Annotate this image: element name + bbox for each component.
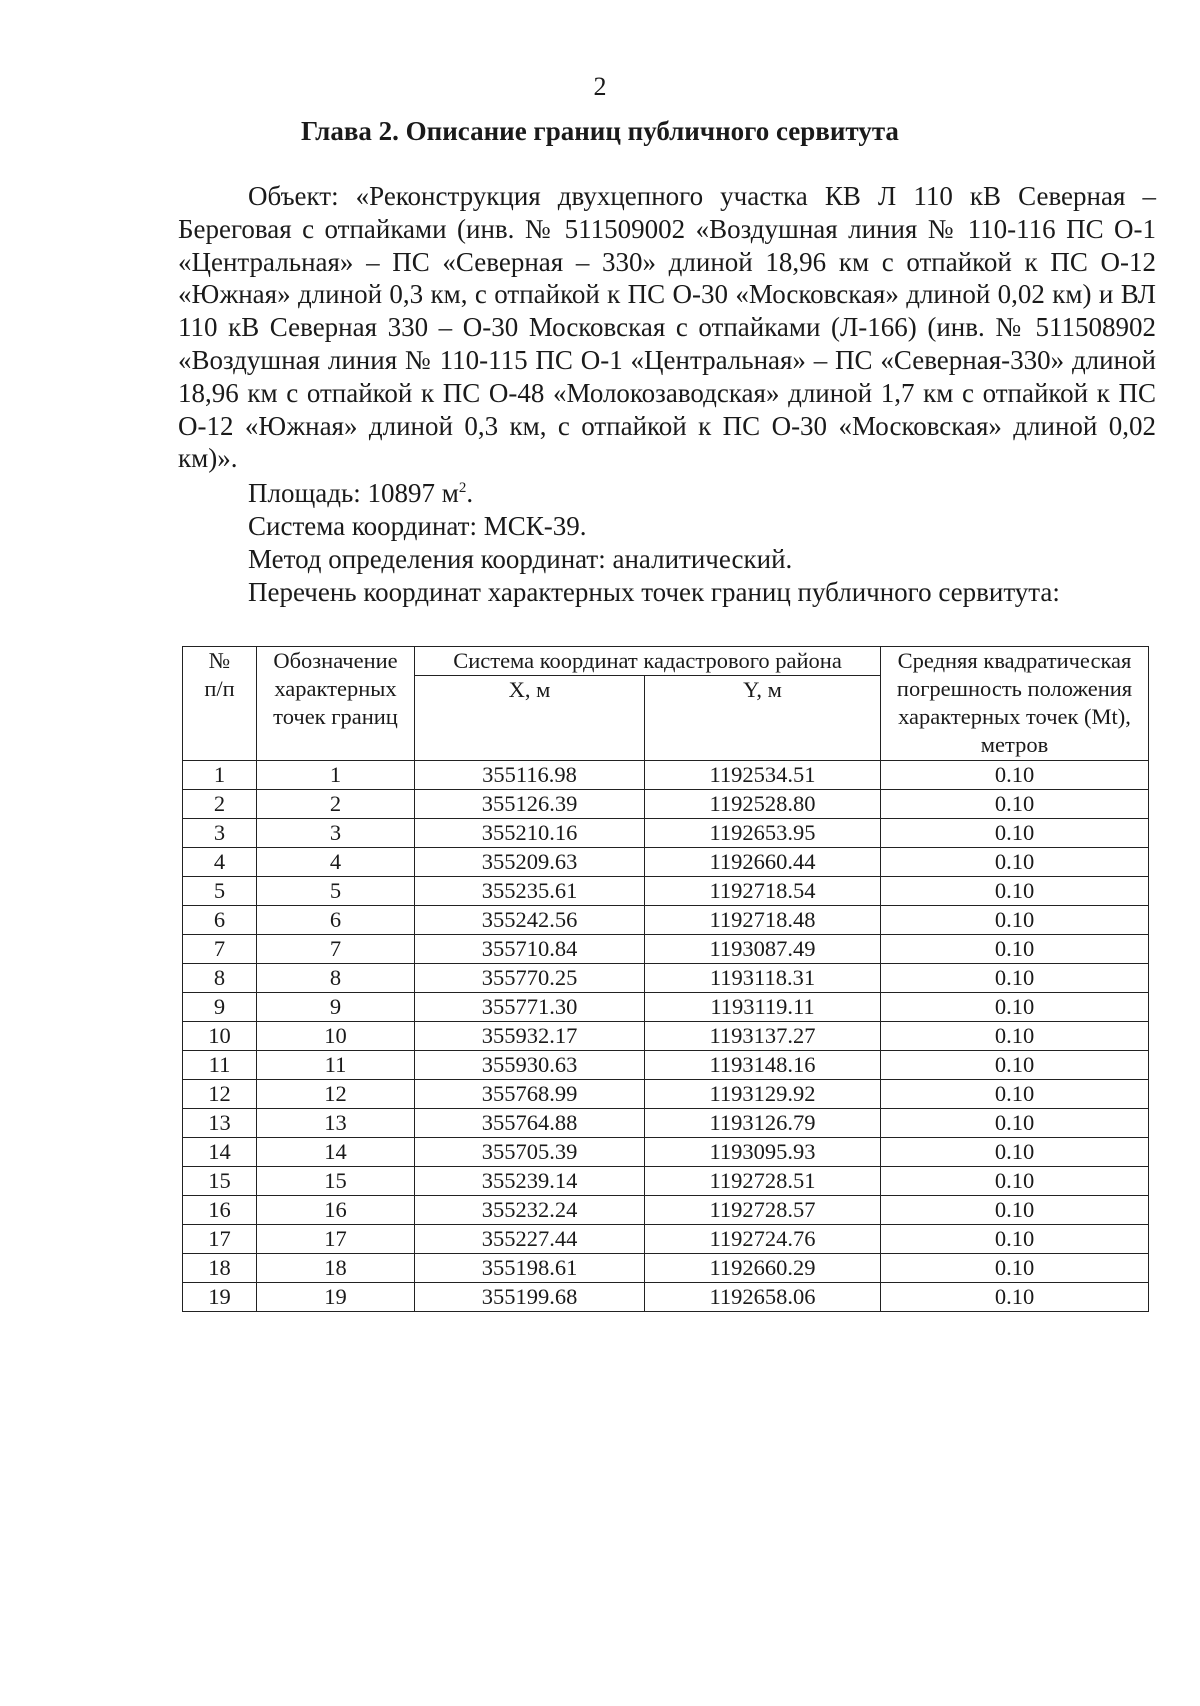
y-coordinate-cell: 1193118.31 <box>645 964 881 993</box>
y-coordinate-cell: 1192718.48 <box>645 906 881 935</box>
y-coordinate-cell: 1193087.49 <box>645 935 881 964</box>
row-number-cell: 3 <box>183 819 257 848</box>
x-coordinate-cell: 355764.88 <box>415 1109 645 1138</box>
row-number-cell: 9 <box>183 993 257 1022</box>
method-line: Метод определения координат: аналитический. <box>248 543 793 574</box>
y-coordinate-cell: 1192724.76 <box>645 1225 881 1254</box>
row-number-cell: 2 <box>183 790 257 819</box>
document-body <box>178 180 1156 608</box>
header-y: Y, м <box>645 676 881 761</box>
table-row <box>183 1109 1149 1138</box>
point-designation-cell: 17 <box>257 1225 415 1254</box>
x-coordinate-cell: 355768.99 <box>415 1080 645 1109</box>
area-line <box>178 477 1156 510</box>
row-number-cell: 19 <box>183 1283 257 1312</box>
error-cell: 0.10 <box>881 1283 1149 1312</box>
y-coordinate-cell: 1192660.29 <box>645 1254 881 1283</box>
x-coordinate-cell: 355932.17 <box>415 1022 645 1051</box>
point-designation-cell: 11 <box>257 1051 415 1080</box>
y-coordinate-cell: 1193126.79 <box>645 1109 881 1138</box>
table-body <box>183 761 1149 1312</box>
table-row <box>183 964 1149 993</box>
point-designation-cell: 6 <box>257 906 415 935</box>
x-coordinate-cell: 355198.61 <box>415 1254 645 1283</box>
error-cell: 0.10 <box>881 1022 1149 1051</box>
error-cell: 0.10 <box>881 935 1149 964</box>
header-designation-line2: характерных <box>274 676 397 701</box>
y-coordinate-cell: 1193129.92 <box>645 1080 881 1109</box>
y-coordinate-cell: 1192534.51 <box>645 761 881 790</box>
header-num-line2: п/п <box>204 676 235 701</box>
error-cell: 0.10 <box>881 1254 1149 1283</box>
point-designation-cell: 3 <box>257 819 415 848</box>
header-num <box>183 647 257 761</box>
table-row <box>183 1022 1149 1051</box>
table-row <box>183 1254 1149 1283</box>
row-number-cell: 1 <box>183 761 257 790</box>
x-coordinate-cell: 355705.39 <box>415 1138 645 1167</box>
point-designation-cell: 14 <box>257 1138 415 1167</box>
header-x: X, м <box>415 676 645 761</box>
x-coordinate-cell: 355770.25 <box>415 964 645 993</box>
table-row <box>183 1138 1149 1167</box>
x-coordinate-cell: 355710.84 <box>415 935 645 964</box>
row-number-cell: 7 <box>183 935 257 964</box>
table-row <box>183 761 1149 790</box>
row-number-cell: 17 <box>183 1225 257 1254</box>
row-number-cell: 4 <box>183 848 257 877</box>
point-designation-cell: 8 <box>257 964 415 993</box>
header-designation-line1: Обозначение <box>273 648 398 673</box>
header-system: Система координат кадастрового района <box>415 647 881 676</box>
error-cell: 0.10 <box>881 1196 1149 1225</box>
area-superscript: 2 <box>458 480 467 497</box>
error-cell: 0.10 <box>881 761 1149 790</box>
table-row <box>183 1283 1149 1312</box>
row-number-cell: 8 <box>183 964 257 993</box>
x-coordinate-cell: 355239.14 <box>415 1167 645 1196</box>
table-row <box>183 1196 1149 1225</box>
y-coordinate-cell: 1192718.54 <box>645 877 881 906</box>
list-intro-line: Перечень координат характерных точек границ публичного сервитута: <box>248 576 1060 607</box>
table-row <box>183 1080 1149 1109</box>
row-number-cell: 16 <box>183 1196 257 1225</box>
header-error-line4: метров <box>980 732 1049 757</box>
y-coordinate-cell: 1192653.95 <box>645 819 881 848</box>
x-coordinate-cell: 355771.30 <box>415 993 645 1022</box>
table-row <box>183 993 1149 1022</box>
table-row <box>183 1167 1149 1196</box>
page-number: 2 <box>593 72 607 101</box>
header-designation <box>257 647 415 761</box>
row-number-cell: 6 <box>183 906 257 935</box>
point-designation-cell: 16 <box>257 1196 415 1225</box>
point-designation-cell: 12 <box>257 1080 415 1109</box>
error-cell: 0.10 <box>881 1138 1149 1167</box>
error-cell: 0.10 <box>881 819 1149 848</box>
point-designation-cell: 9 <box>257 993 415 1022</box>
object-description: Объект: «Реконструкция двухцепного участка КВ Л 110 кВ Северная – Береговая с отпайками (инв. № 511509002 «Воздушная линия № 110-116 ПС О-1 «Центральная» – ПС «Северная – 330» длиной 18,96 км с отпайкой к ПС О-12 «Южная» длиной 0,3 км, с отпайкой к ПС О-30 «Московская» длиной 0,02 км) и ВЛ 110 кВ Северная 330 – О-30 Московская с отпайками (Л-166) (инв. № 511508902 «Воздушная линия № 110-115 ПС О-1 «Центральная» – ПС «Северная-330» длиной 18,96 км с отпайкой к ПС О-48 «Молокозаводская» длиной 1,7 км с отпайкой к ПС О-12 «Южная» длиной 0,3 км, с отпайкой к ПС О-30 «Московская» длиной 0,02 км)». <box>178 181 1156 474</box>
header-error-line2: погрешность положения <box>896 676 1133 701</box>
y-coordinate-cell: 1192728.51 <box>645 1167 881 1196</box>
error-cell: 0.10 <box>881 906 1149 935</box>
row-number-cell: 13 <box>183 1109 257 1138</box>
x-coordinate-cell: 355209.63 <box>415 848 645 877</box>
coordinates-table <box>182 646 1149 1312</box>
y-coordinate-cell: 1192528.80 <box>645 790 881 819</box>
point-designation-cell: 18 <box>257 1254 415 1283</box>
x-coordinate-cell: 355116.98 <box>415 761 645 790</box>
coordinate-system-line: Система координат: МСК-39. <box>248 510 587 541</box>
row-number-cell: 12 <box>183 1080 257 1109</box>
x-coordinate-cell: 355242.56 <box>415 906 645 935</box>
point-designation-cell: 13 <box>257 1109 415 1138</box>
header-error-line3: характерных точек (Mt), <box>898 704 1131 729</box>
point-designation-cell: 10 <box>257 1022 415 1051</box>
x-coordinate-cell: 355232.24 <box>415 1196 645 1225</box>
row-number-cell: 15 <box>183 1167 257 1196</box>
row-number-cell: 18 <box>183 1254 257 1283</box>
row-number-cell: 11 <box>183 1051 257 1080</box>
point-designation-cell: 7 <box>257 935 415 964</box>
point-designation-cell: 15 <box>257 1167 415 1196</box>
row-number-cell: 14 <box>183 1138 257 1167</box>
table-row <box>183 877 1149 906</box>
error-cell: 0.10 <box>881 848 1149 877</box>
point-designation-cell: 1 <box>257 761 415 790</box>
y-coordinate-cell: 1193137.27 <box>645 1022 881 1051</box>
error-cell: 0.10 <box>881 1051 1149 1080</box>
point-designation-cell: 4 <box>257 848 415 877</box>
point-designation-cell: 19 <box>257 1283 415 1312</box>
error-cell: 0.10 <box>881 1109 1149 1138</box>
header-num-line1: № <box>208 648 231 673</box>
table-row <box>183 790 1149 819</box>
error-cell: 0.10 <box>881 790 1149 819</box>
error-cell: 0.10 <box>881 1225 1149 1254</box>
table-header-row <box>183 647 1149 676</box>
header-designation-line3: точек границ <box>273 704 398 729</box>
x-coordinate-cell: 355126.39 <box>415 790 645 819</box>
area-label: Площадь: 10897 м <box>248 478 459 509</box>
row-number-cell: 5 <box>183 877 257 906</box>
y-coordinate-cell: 1193148.16 <box>645 1051 881 1080</box>
x-coordinate-cell: 355199.68 <box>415 1283 645 1312</box>
y-coordinate-cell: 1192658.06 <box>645 1283 881 1312</box>
header-error-line1: Средняя квадратическая <box>897 648 1132 673</box>
x-coordinate-cell: 355210.16 <box>415 819 645 848</box>
chapter-title: Глава 2. Описание границ публичного сервитута <box>301 116 899 146</box>
table-row <box>183 848 1149 877</box>
error-cell: 0.10 <box>881 993 1149 1022</box>
point-designation-cell: 2 <box>257 790 415 819</box>
area-suffix: . <box>466 478 474 509</box>
y-coordinate-cell: 1193095.93 <box>645 1138 881 1167</box>
row-number-cell: 10 <box>183 1022 257 1051</box>
x-coordinate-cell: 355235.61 <box>415 877 645 906</box>
y-coordinate-cell: 1192728.57 <box>645 1196 881 1225</box>
error-cell: 0.10 <box>881 877 1149 906</box>
table-row <box>183 1225 1149 1254</box>
y-coordinate-cell: 1192660.44 <box>645 848 881 877</box>
x-coordinate-cell: 355930.63 <box>415 1051 645 1080</box>
header-error <box>881 647 1149 761</box>
error-cell: 0.10 <box>881 1080 1149 1109</box>
error-cell: 0.10 <box>881 1167 1149 1196</box>
error-cell: 0.10 <box>881 964 1149 993</box>
x-coordinate-cell: 355227.44 <box>415 1225 645 1254</box>
table-row <box>183 906 1149 935</box>
table-row <box>183 819 1149 848</box>
y-coordinate-cell: 1193119.11 <box>645 993 881 1022</box>
table-row <box>183 935 1149 964</box>
table-row <box>183 1051 1149 1080</box>
point-designation-cell: 5 <box>257 877 415 906</box>
